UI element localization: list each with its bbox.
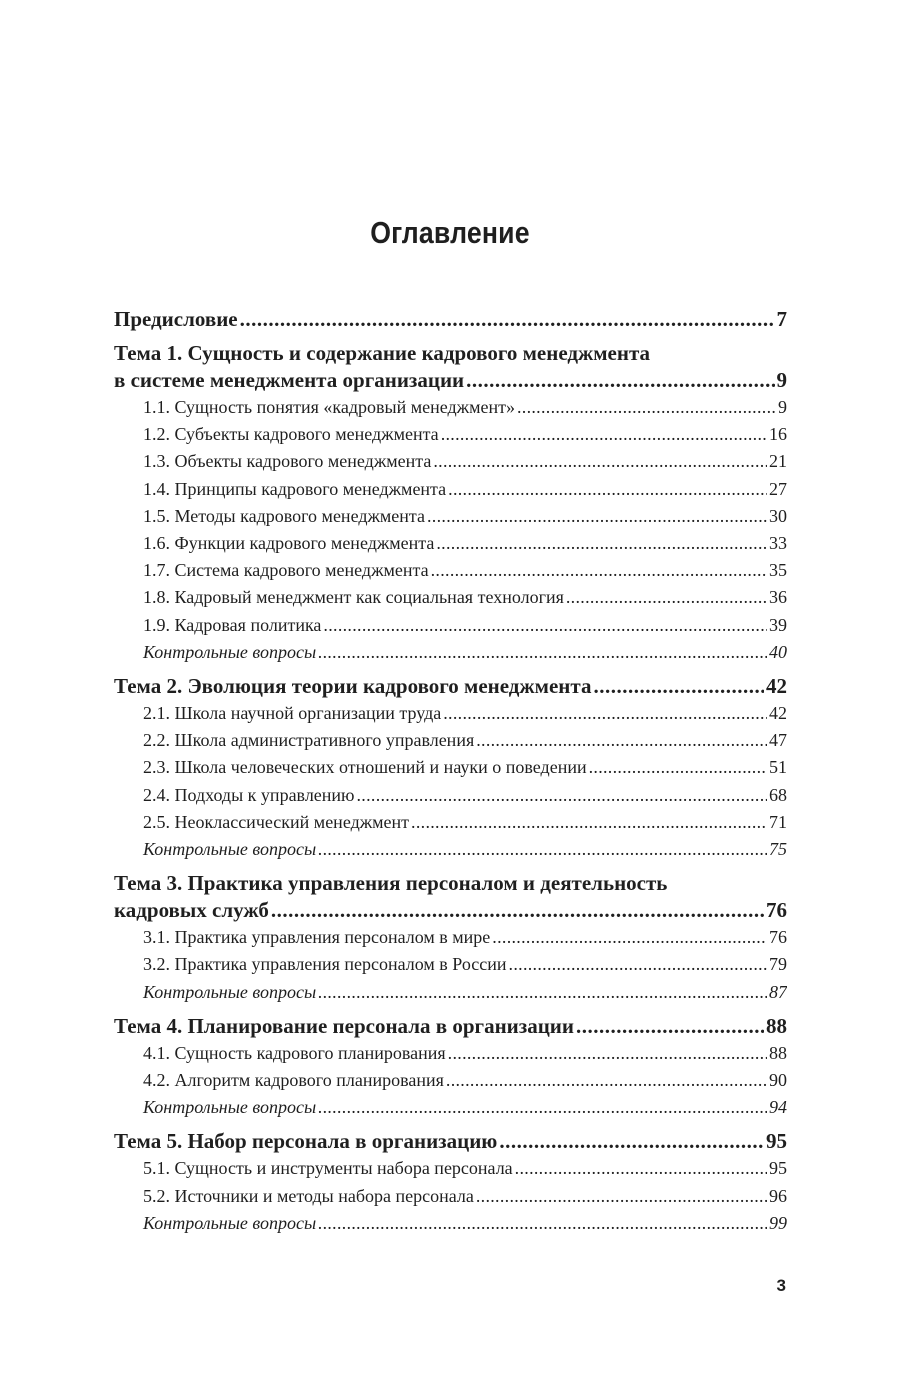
- leader-dots: [476, 727, 767, 754]
- leader-dots: [357, 782, 768, 809]
- leader-dots: [446, 1067, 767, 1094]
- toc-subsection-title: 1.8. Кадровый менеджмент как социальная технология: [143, 587, 564, 608]
- toc-subsection-title: Контрольные вопросы: [143, 1212, 317, 1233]
- toc-subsection[interactable]: [114, 951, 787, 978]
- toc-review-questions[interactable]: [114, 836, 787, 863]
- toc-subsection-title: 2.1. Школа научной организации труда: [143, 703, 442, 724]
- toc-review-questions[interactable]: [114, 639, 787, 666]
- toc-topic-entry[interactable]: [114, 367, 787, 394]
- toc-subsection-page: 36: [769, 587, 787, 608]
- toc-topic-2: [114, 673, 787, 863]
- toc-topic-title-line1[interactable]: Тема 1. Сущность и содержание кадрового менеджмента: [114, 341, 651, 365]
- toc-subsection[interactable]: [114, 1040, 787, 1067]
- leader-dots: [240, 306, 775, 333]
- toc-subsection-page: 21: [769, 451, 787, 472]
- leader-dots: [318, 836, 767, 863]
- toc-review-questions[interactable]: [114, 1210, 787, 1237]
- toc-subsection-title: 3.1. Практика управления персоналом в мире: [143, 927, 491, 948]
- leader-dots: [517, 394, 776, 421]
- toc-subsection-page: 30: [769, 505, 787, 526]
- toc-subsection-page: 87: [769, 981, 787, 1002]
- toc-topic-title: Тема 5. Набор персонала в организацию: [114, 1129, 498, 1154]
- leader-dots: [318, 1210, 767, 1237]
- toc-subsection-title: 1.2. Субъекты кадрового менеджмента: [143, 424, 439, 445]
- leader-dots: [436, 530, 767, 557]
- leader-dots: [431, 557, 767, 584]
- toc-subsection-page: 39: [769, 614, 787, 635]
- toc-subsection-page: 71: [769, 811, 787, 832]
- toc-subsection[interactable]: [114, 448, 787, 475]
- toc-subsection[interactable]: [114, 727, 787, 754]
- toc-topic-title-line1[interactable]: Тема 3. Практика управления персоналом и деятельность: [114, 871, 668, 896]
- leader-dots: [566, 584, 767, 611]
- toc-subsection[interactable]: [114, 530, 787, 557]
- toc-topic-3: [114, 870, 787, 1006]
- page-title: Оглавление: [370, 215, 530, 250]
- toc-subsection-title: 4.2. Алгоритм кадрового планирования: [143, 1070, 444, 1091]
- toc-subsection-page: 99: [769, 1212, 787, 1233]
- toc-subsection-page: 95: [769, 1158, 787, 1179]
- leader-dots: [576, 1013, 764, 1040]
- toc-subsection[interactable]: [114, 782, 787, 809]
- toc-subsection[interactable]: [114, 557, 787, 584]
- toc-subsection[interactable]: [114, 584, 787, 611]
- toc-subsection[interactable]: [114, 421, 787, 448]
- leader-dots: [323, 612, 767, 639]
- toc-topic-page: 76: [766, 898, 787, 923]
- toc-subsection[interactable]: [114, 924, 787, 951]
- toc-subsection-title: 2.4. Подходы к управлению: [143, 784, 355, 805]
- toc-subsection[interactable]: [114, 700, 787, 727]
- toc-subsection[interactable]: [114, 754, 787, 781]
- toc-subsection-page: 90: [769, 1070, 787, 1091]
- leader-dots: [466, 367, 774, 394]
- toc-subsection-page: 79: [769, 954, 787, 975]
- leader-dots: [589, 754, 767, 781]
- leader-dots: [499, 1128, 764, 1155]
- toc-subsection[interactable]: [114, 394, 787, 421]
- toc-subsection[interactable]: [114, 612, 787, 639]
- toc-subsection[interactable]: [114, 1067, 787, 1094]
- toc-subsection-title: 2.2. Школа административного управления: [143, 730, 475, 751]
- toc-topic-page: 42: [766, 674, 787, 699]
- toc-subsection-page: 75: [769, 839, 787, 860]
- toc-subsection-page: 16: [769, 424, 787, 445]
- toc-subsection-title: Контрольные вопросы: [143, 981, 317, 1002]
- leader-dots: [448, 476, 767, 503]
- toc-subsection-page: 47: [769, 730, 787, 751]
- leader-dots: [318, 1094, 767, 1121]
- leader-dots: [318, 979, 767, 1006]
- toc-subsection-page: 27: [769, 478, 787, 499]
- toc-subsection-title: Контрольные вопросы: [143, 1097, 317, 1118]
- toc-subsection-title: 1.6. Функции кадрового менеджмента: [143, 533, 435, 554]
- toc-subsection[interactable]: [114, 1155, 787, 1182]
- leader-dots: [318, 639, 767, 666]
- leader-dots: [271, 897, 764, 924]
- toc-subsection[interactable]: [114, 503, 787, 530]
- toc-subsection-title: 1.5. Методы кадрового менеджмента: [143, 505, 425, 526]
- toc-topic-entry[interactable]: [114, 673, 787, 700]
- toc-subsection[interactable]: [114, 809, 787, 836]
- leader-dots: [509, 951, 767, 978]
- toc-subsection-page: 40: [769, 641, 787, 662]
- toc-subsection-page: 51: [769, 757, 787, 778]
- toc-topic-page: 88: [766, 1013, 787, 1038]
- toc-entry-title: Предисловие: [114, 307, 238, 331]
- toc-subsection-title: 5.2. Источники и методы набора персонала: [143, 1185, 474, 1206]
- toc-subsection-page: 42: [769, 703, 787, 724]
- leader-dots: [443, 700, 767, 727]
- toc-topic-title: кадровых служб: [114, 898, 269, 923]
- toc-topic-title: Тема 4. Планирование персонала в организации: [114, 1013, 575, 1038]
- toc-entry-preface[interactable]: [114, 306, 787, 333]
- toc-topic-5: [114, 1128, 787, 1237]
- toc-subsection-page: 88: [769, 1042, 787, 1063]
- toc-topic-entry[interactable]: [114, 1128, 787, 1155]
- page-number: 3: [776, 1276, 786, 1295]
- toc-subsection-title: 1.7. Система кадрового менеджмента: [143, 560, 429, 581]
- toc-topic-title: Тема 2. Эволюция теории кадрового менеджмента: [114, 674, 592, 699]
- toc-topic-page: 9: [776, 368, 787, 392]
- toc-subsection-title: Контрольные вопросы: [143, 641, 317, 662]
- toc-topic-4: [114, 1013, 787, 1122]
- table-of-contents: [114, 306, 787, 1240]
- toc-subsection[interactable]: [114, 476, 787, 503]
- toc-subsection-title: 1.1. Сущность понятия «кадровый менеджмент»: [143, 397, 515, 417]
- toc-subsection-title: 1.9. Кадровая политика: [143, 614, 322, 635]
- leader-dots: [492, 924, 767, 951]
- leader-dots: [515, 1155, 767, 1182]
- toc-subsection[interactable]: [114, 1183, 787, 1210]
- leader-dots: [448, 1040, 767, 1067]
- toc-review-questions[interactable]: [114, 1094, 787, 1121]
- toc-subsection-page: 76: [769, 927, 787, 948]
- toc-topic-1: [114, 340, 787, 666]
- toc-subsection-title: Контрольные вопросы: [143, 839, 317, 860]
- toc-topic-page: 95: [766, 1129, 787, 1154]
- toc-subsection-page: 96: [769, 1185, 787, 1206]
- leader-dots: [427, 503, 767, 530]
- toc-subsection-page: 94: [769, 1097, 787, 1118]
- toc-subsection-page: 9: [778, 397, 787, 417]
- leader-dots: [593, 673, 764, 700]
- toc-review-questions[interactable]: [114, 979, 787, 1006]
- toc-subsection-title: 5.1. Сущность и инструменты набора персонала: [143, 1158, 513, 1179]
- toc-subsection-page: 35: [769, 560, 787, 581]
- toc-subsection-title: 2.5. Неоклассический менеджмент: [143, 811, 410, 832]
- toc-entry-page: 7: [776, 307, 787, 331]
- toc-topic-title: в системе менеджмента организации: [114, 368, 465, 392]
- toc-subsection-title: 1.3. Объекты кадрового менеджмента: [143, 451, 432, 472]
- leader-dots: [411, 809, 767, 836]
- leader-dots: [441, 421, 767, 448]
- toc-subsection-title: 1.4. Принципы кадрового менеджмента: [143, 478, 447, 499]
- toc-subsection-title: 4.1. Сущность кадрового планирования: [143, 1042, 446, 1063]
- toc-topic-entry[interactable]: [114, 897, 787, 924]
- toc-subsection-page: 33: [769, 533, 787, 554]
- toc-subsection-page: 68: [769, 784, 787, 805]
- leader-dots: [433, 448, 767, 475]
- toc-subsection-title: 2.3. Школа человеческих отношений и науки о поведении: [143, 757, 587, 778]
- toc-subsection-title: 3.2. Практика управления персоналом в России: [143, 954, 507, 975]
- leader-dots: [476, 1183, 767, 1210]
- toc-topic-entry[interactable]: [114, 1013, 787, 1040]
